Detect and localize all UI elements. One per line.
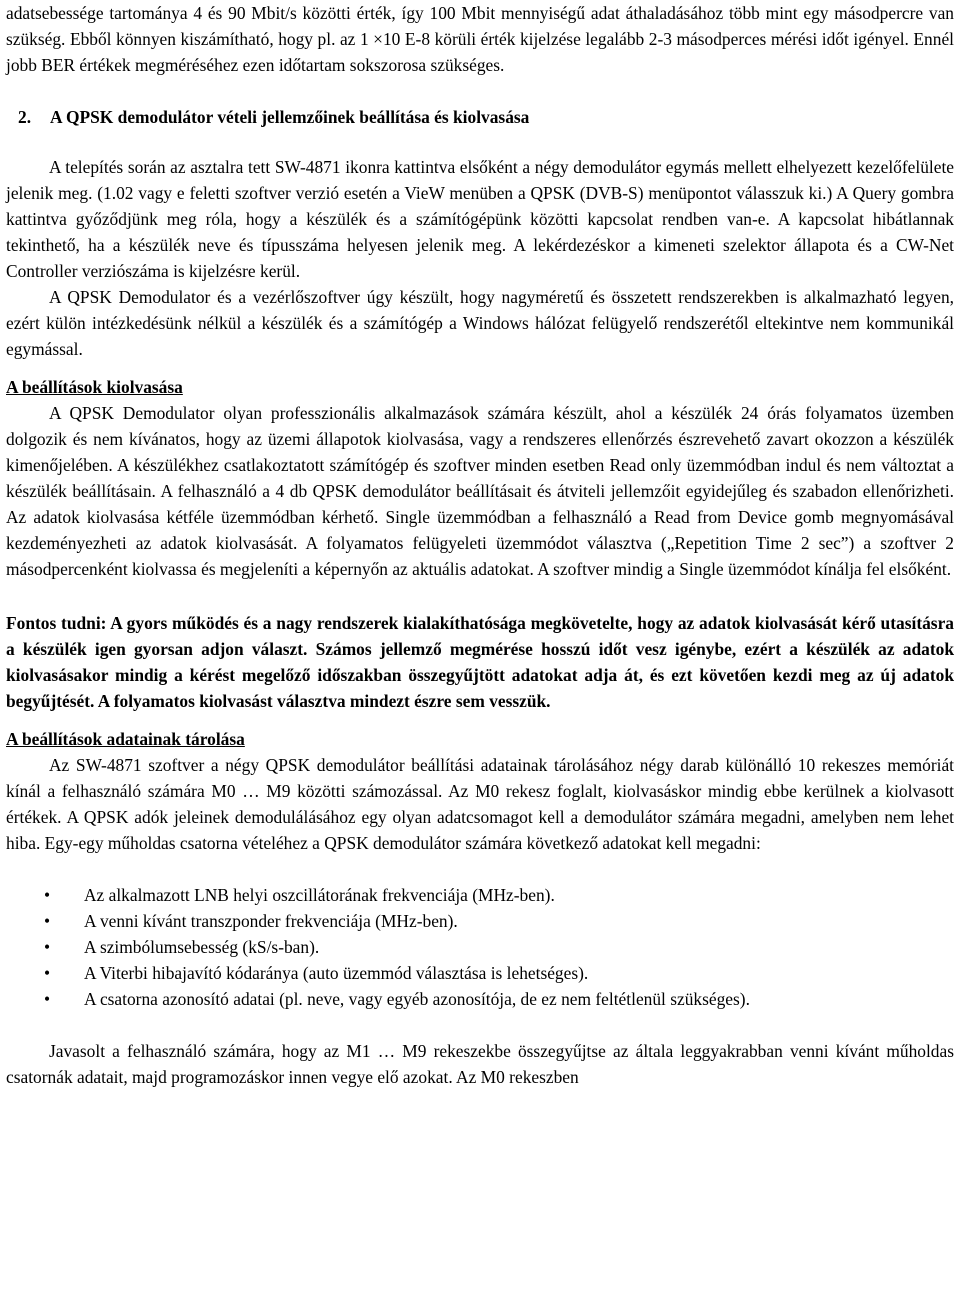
subheading-reading: A beállítások kiolvasása	[6, 377, 183, 397]
list-item-text: Az alkalmazott LNB helyi oszcillátorának frekvenciája (MHz-ben).	[84, 885, 555, 905]
paragraph-network: A QPSK Demodulator és a vezérlőszoftver úgy készült, hogy nagyméretű és összetett rendszerekben is alkalmazható legyen, ezért külön intézkedésünk nélkül a készülék és a számítógép a Windows hálózat felügyelő rendszerétől eltekintve nem kommunikál egymással.	[6, 287, 954, 359]
important-note: Fontos tudni: A gyors működés és a nagy rendszerek kialakíthatósága megkövetelte, hogy az adatok kiolvasását kérő utasításra a készülék igen gyorsan adjon választ. Számos jellemző megmérése hosszú időt vesz igénybe, ezért a készülék az adatok kiolvasásakor mindig a kérést megelőző időszakban összegyűjtött adatokat adja át, és ezt követően kezdi meg az új adatok begyűjtését. A folyamatos kiolvasást választva mindezt észre sem vesszük.	[6, 613, 954, 711]
bullet-icon: •	[44, 963, 51, 983]
list-item-text: A szimbólumsebesség (kS/s-ban).	[84, 937, 320, 957]
bullet-icon: •	[44, 911, 51, 931]
paragraph-storage: Az SW-4871 szoftver a négy QPSK demodulátor beállítási adatainak tárolásához négy darab különálló 10 rekeszes memóriát kínál a felhasználó számára M0 … M9 közötti számozással. Az M0 rekesz foglalt, kiolvasáskor mindig ebbe kerülnek a kiolvasott értékek. A QPSK adók jeleinek demodulálásához egy olyan adatcsomagot kell a demodulátor számára megadni, amelyben nem lehet hiba. Egy-egy műholdas csatorna vételéhez a QPSK demodulátor számára következő adatokat kell megadni:	[6, 755, 954, 853]
list-item	[6, 986, 954, 1012]
intro-paragraph: adatsebessége tartománya 4 és 90 Mbit/s közötti érték, így 100 Mbit mennyiségű adat áthaladásához több mint egy másodpercre van szükség. Ebből könnyen kiszámítható, hogy pl. az 1 ×10 E-8 körüli érték kijelzése legalább 2-3 másodperces mérési időt igényel. Ennél jobb BER értékek megméréséhez ezen időtartam sokszorosa szükséges.	[6, 3, 954, 75]
bullet-icon: •	[44, 989, 51, 1009]
list-item-text: A venni kívánt transzponder frekvenciája (MHz-ben).	[84, 911, 458, 931]
paragraph-query: A telepítés során az asztalra tett SW-4871 ikonra kattintva elsőként a négy demodulátor egymás mellett elhelyezett kezelőfelülete jelenik meg. (1.02 vagy e feletti szoftver verzió esetén a VieW menüben a QPSK (DVB-S) menüpontot válasszuk ki.) A Query gombra kattintva győződjünk meg róla, hogy a készülék és a számítógépünk közötti kapcsolat rendben van-e. A kapcsolat hibátlannak tekinthető, ha a készülék neve és típusszáma helyesen jelenik meg. A lekérdezéskor a kimeneti szelektor állapota és a CW-Net Controller verziószáma is kijelzésre kerül.	[6, 157, 954, 281]
list-item-text: A csatorna azonosító adatai (pl. neve, vagy egyéb azonosítója, de ez nem feltétlenül szükséges).	[84, 989, 750, 1009]
final-paragraph: Javasolt a felhasználó számára, hogy az M1 … M9 rekeszekbe összegyűjtse az általa leggyakrabban venni kívánt műholdas csatornák adatait, majd programozáskor innen vegye elő azokat. Az M0 rekeszben	[6, 1041, 954, 1087]
document-page	[6, 0, 954, 1090]
list-item	[6, 882, 954, 908]
data-requirements-list	[6, 882, 954, 1012]
subheading-storage: A beállítások adatainak tárolása	[6, 729, 245, 749]
list-item-text: A Viterbi hibajavító kódaránya (auto üzemmód választása is lehetséges).	[84, 963, 589, 983]
list-item	[6, 934, 954, 960]
bullet-icon: •	[44, 885, 51, 905]
list-item	[6, 908, 954, 934]
section-number: 2.	[18, 107, 32, 127]
bullet-icon: •	[44, 937, 51, 957]
paragraph-reading: A QPSK Demodulator olyan professzionális alkalmazások számára készült, ahol a készülék 24 órás folyamatos üzemben dolgozik és nem kívánatos, hogy az üzemi állapotok kiolvasása, vagy a rendszeres ellenőrzés észrevehető zavart okozzon a készülék kimenőjelében. A készülékhez csatlakoztatott számítógép és szoftver minden esetben Read only üzemmódban indul és nem változtat a készülék beállításain. A felhasználó a 4 db QPSK demodulátor beállításait és átviteli jellemzőit egyidejűleg és szabadon ellenőrizheti. Az adatok kiolvasása kétféle üzemmódban kérhető. Single üzemmódban a felhasználó a Read from Device gomb megnyomásával kezdeményezheti az adatok kiolvasását. A folyamatos felügyeleti üzemmódot választva („Repetition Time 2 sec”) a szoftver 2 másodpercenként kiolvassa és megjeleníti a képernyőn az aktuális adatokat. A szoftver mindig a Single üzemmódot kínálja fel elsőként.	[6, 403, 954, 579]
section-heading	[6, 104, 954, 130]
section-title: A QPSK demodulátor vételi jellemzőinek beállítása és kiolvasása	[50, 107, 530, 127]
list-item	[6, 960, 954, 986]
